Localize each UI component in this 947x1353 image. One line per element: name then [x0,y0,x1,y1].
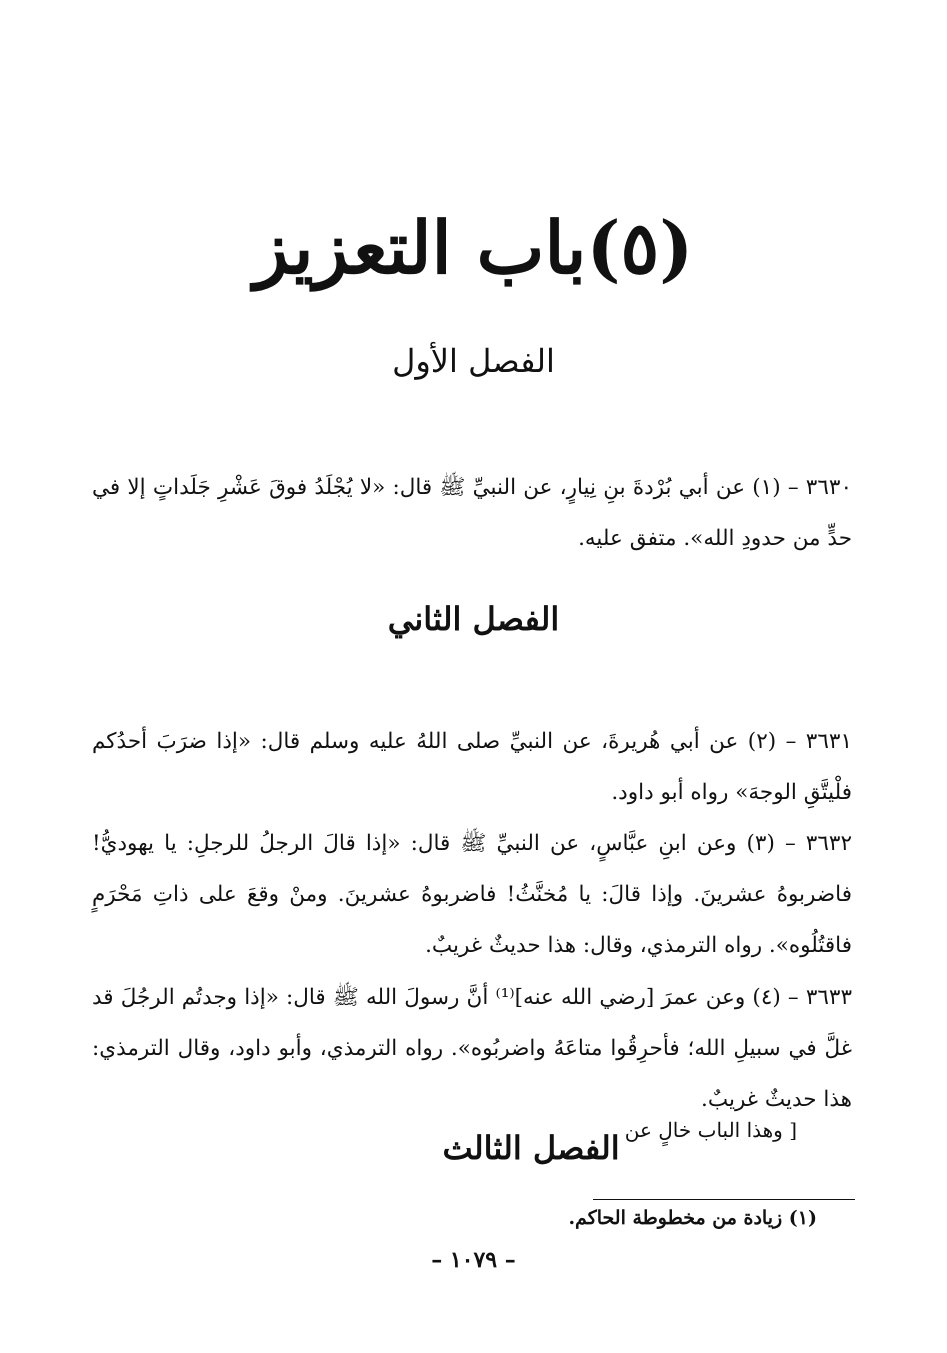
hadith-3633: ٣٦٣٣ – (٤) وعن عمرَ [رضي الله عنه]⁽¹⁾ أنَّ رسولَ الله ﷺ قال: «إذا وجدتُم الرجُلَ قد غلَّ في سبيلِ الله؛ فأحرِقُوا متاعَهُ واضربُوه». رواه الترمذي، وأبو داود، وقال الترمذي: هذا حديثٌ غريبٌ. [92,984,853,1112]
section-heading-second: الفصل الثاني [387,600,560,638]
chapter-title: (٥)باب التعزيز [253,205,694,290]
hadith-3632: ٣٦٣٢ – (٣) وعن ابنِ عبَّاسٍ، عن النبيِّ ﷺ قال: «إذا قالَ الرجلُ للرجلِ: يا يهوديُّ! فاضربوهُ عشرينَ. وإذا قالَ: يا مُخنَّثُ! فاضربوهُ عشرينَ. ومنْ وقعَ على ذاتِ مَحْرَمٍ فاقتُلُوه». رواه الترمذي، وقال: هذا حديثٌ غريبٌ. [92,830,852,958]
section-heading-third: الفصل الثالث [442,1129,620,1167]
hadith-3630: ٣٦٣٠ – (١) عن أبي بُرْدةَ بنِ نِيارٍ، عن النبيِّ ﷺ قال: «لا يُجْلَدُ فوقَ عَشْرِ جَلَداتٍ إلا في حدٍّ من حدودِ الله». متفق عليه. [92,474,852,551]
footnote-divider [593,1199,855,1200]
section-third-note: [ وهذا الباب خالٍ عن [624,1118,797,1142]
section-third-row [97,1118,797,1167]
page-number: – ١٠٧٩ – [431,1247,516,1273]
section-heading-first: الفصل الأول [392,342,555,380]
footnote: (١) زيادة من مخطوطة الحاكم. [568,1207,817,1229]
hadith-3631: ٣٦٣١ – (٢) عن أبي هُريرةَ، عن النبيِّ صلى اللهُ عليه وسلم قال: «إذا ضرَبَ أحدُكم فلْيتَّقِ الوجهَ» رواه أبو داود. [92,728,852,805]
